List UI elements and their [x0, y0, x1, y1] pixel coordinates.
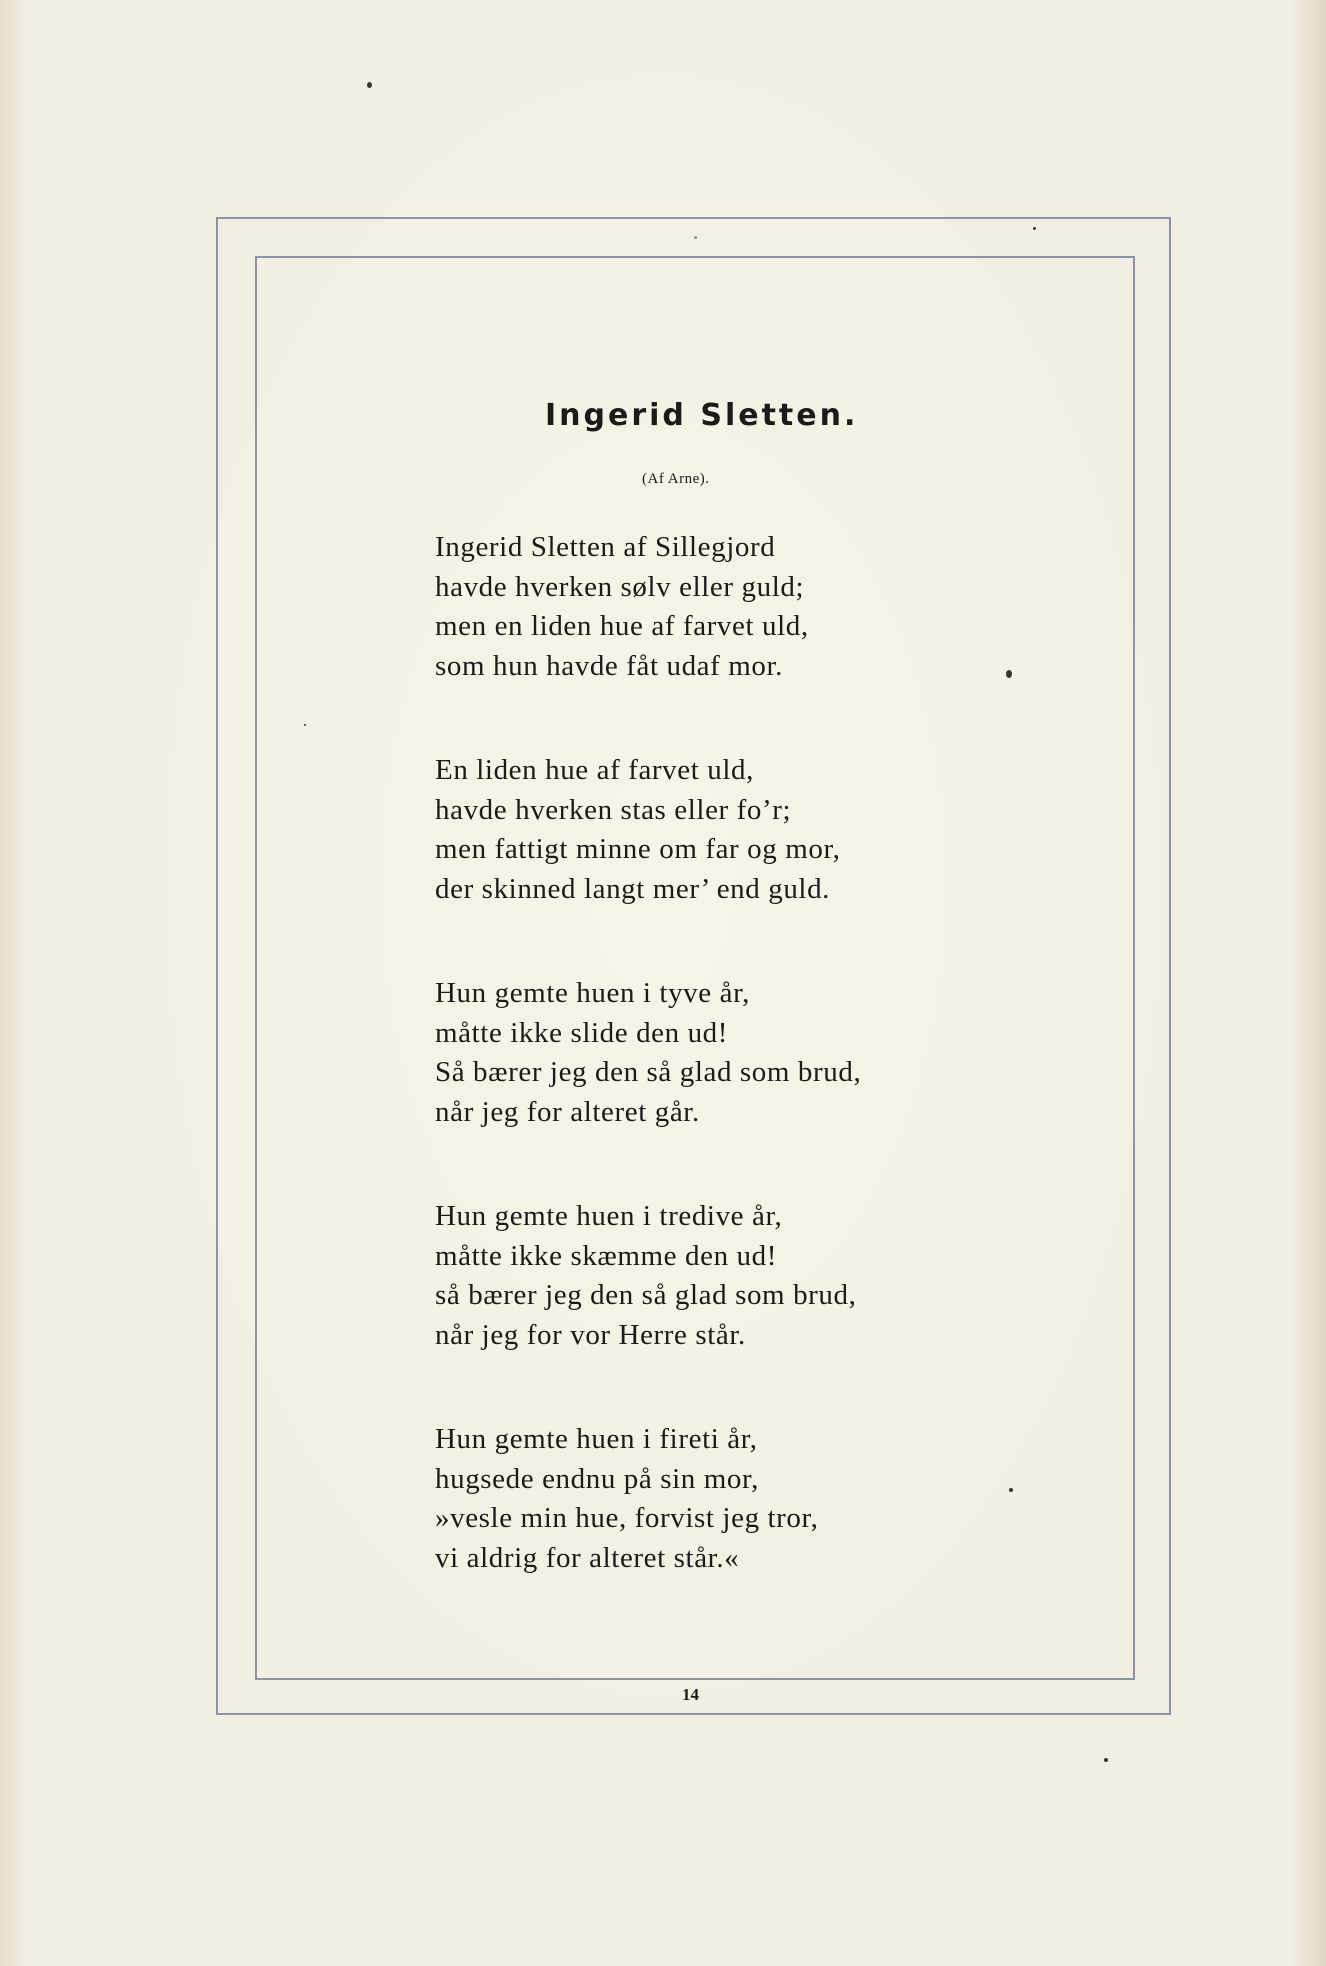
verse-line: men fattigt minne om far og mor,	[435, 833, 841, 865]
verse-line: vi aldrig for alteret står.«	[435, 1541, 740, 1574]
paper-speck	[1009, 1488, 1013, 1492]
verse-line: Hun gemte huen i tredive år,	[435, 1200, 783, 1232]
verse-line: hugsede endnu på sin mor,	[435, 1462, 759, 1495]
verse-line: Ingerid Sletten af Sillegjord	[435, 531, 776, 563]
verse-line: måtte ikke slide den ud!	[435, 1016, 729, 1049]
verse-line: som hun havde fåt udaf mor.	[435, 649, 784, 682]
paper-speck	[304, 724, 306, 726]
verse-line: når jeg for alteret går.	[435, 1095, 700, 1128]
stanza-4	[435, 1197, 856, 1355]
paper-speck	[1033, 227, 1036, 230]
verse-line: så bærer jeg den så glad som brud,	[435, 1279, 857, 1311]
stanza-5	[435, 1420, 818, 1578]
verse-line: havde hverken stas eller fo’r;	[435, 793, 792, 826]
poem-source: (Af Arne).	[642, 471, 710, 487]
stanza-1	[435, 528, 809, 686]
verse-line: Hun gemte huen i tyve år,	[435, 977, 751, 1009]
verse-line: Hun gemte huen i fireti år,	[435, 1423, 758, 1455]
paper-speck	[1104, 1758, 1108, 1762]
paper-speck	[367, 82, 372, 88]
verse-line: havde hverken sølv eller guld;	[435, 570, 805, 603]
paper-speck	[694, 236, 697, 239]
stanza-3	[435, 974, 861, 1132]
verse-line: Så bærer jeg den så glad som brud,	[435, 1056, 862, 1088]
verse-line: måtte ikke skæmme den ud!	[435, 1239, 777, 1272]
verse-line: når jeg for vor Herre står.	[435, 1318, 746, 1351]
paper-speck	[1006, 670, 1012, 678]
page-number: 14	[682, 1685, 699, 1704]
stanza-2	[435, 751, 840, 909]
verse-line: der skinned langt mer’ end guld.	[435, 872, 831, 905]
verse-line: »vesle min hue, forvist jeg tror,	[435, 1502, 819, 1534]
verse-line: men en liden hue af farvet uld,	[435, 610, 809, 642]
verse-line: En liden hue af farvet uld,	[435, 754, 754, 786]
poem-title: Ingerid Sletten.	[545, 398, 859, 433]
